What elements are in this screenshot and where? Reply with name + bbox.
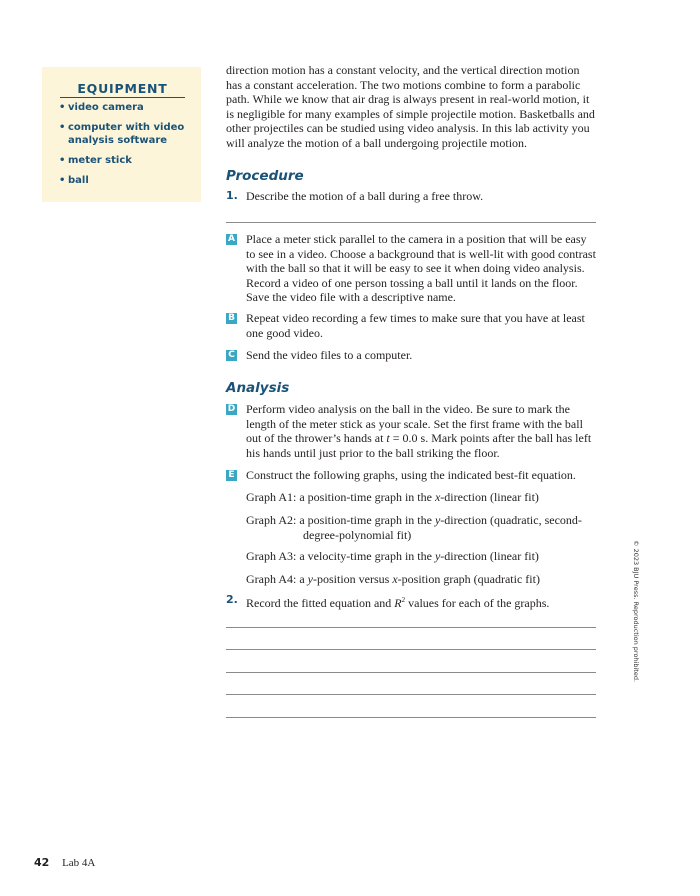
step-b — [226, 311, 598, 340]
page-number: 42 — [34, 856, 50, 869]
answer-line[interactable] — [226, 222, 596, 223]
step-c — [226, 348, 598, 363]
question-1 — [226, 189, 598, 204]
equipment-item: • video camera — [59, 101, 193, 114]
copyright-notice: © 2023 BJU Press. Reproduction prohibited. — [632, 540, 640, 683]
step-text: Construct the following graphs, using the indicated best-fit equation. — [246, 468, 576, 482]
question-text: Record the fitted equation and $R^2$ values for each of the graphs. — [246, 596, 550, 610]
step-e — [226, 468, 598, 483]
step-badge: B — [226, 313, 237, 324]
question-2 — [226, 593, 598, 608]
step-a — [226, 232, 598, 305]
step-text: Repeat video recording a few times to make sure that you have at least one good video. — [246, 311, 585, 340]
equipment-box — [42, 67, 201, 202]
procedure-heading: Procedure — [226, 168, 304, 184]
step-text: Perform video analysis on the ball in the video. Be sure to mark the length of the meter stick as your scale. Set the first frame with the ball out of the thrower’s hands at t = 0.0 s. Mark points after the ball has left his hands until just prior to the ball striking the floor. — [246, 402, 592, 460]
answer-line[interactable] — [226, 717, 596, 718]
page-footer — [34, 856, 95, 869]
analysis-heading: Analysis — [226, 380, 290, 396]
lab-label: Lab 4A — [62, 857, 96, 869]
equipment-item: • ball — [59, 174, 193, 187]
equipment-title: EQUIPMENT — [60, 81, 185, 98]
graph-a2: Graph A2: a position-time graph in the y-direction (quadratic, second-degree-polynomial fit) — [246, 513, 582, 542]
answer-line[interactable] — [226, 649, 596, 650]
step-badge: A — [226, 234, 237, 245]
equipment-item: • meter stick — [59, 154, 193, 167]
step-badge: D — [227, 404, 236, 414]
equipment-item: • computer with video analysis software — [59, 121, 193, 147]
equipment-list — [59, 101, 193, 194]
answer-line[interactable] — [226, 694, 596, 695]
step-badge: C — [226, 350, 237, 361]
step-text: Place a meter stick parallel to the camera in a position that will be easy to see in a video. Choose a background that is well-lit with good contrast with the ball so that it will be easy to see it when doing video analysis. Record a video of one person tossing a ball until it lands on the floor. Save the video file with a descriptive name. — [246, 232, 596, 304]
step-d — [226, 402, 598, 460]
step-badge: E — [226, 470, 237, 481]
graph-a3: Graph A3: a velocity-time graph in the y-direction (linear fit) — [246, 549, 539, 563]
question-number: 2. — [226, 593, 238, 606]
graph-a4: Graph A4: a y-position versus x-position graph (quadratic fit) — [246, 572, 540, 586]
intro-paragraph: direction motion has a constant velocity, and the vertical direction motion has a constant acceleration. The two motions combine to form a parabolic path. While we know that air drag is always present in real-world motion, it is negligible for many examples of simple projectile motion. Basketballs and other projectiles can be studied using video analysis. In this lab activity you will analyze the motion of a ball undergoing projectile motion. — [226, 63, 595, 150]
step-text: Send the video files to a computer. — [246, 348, 413, 362]
answer-line[interactable] — [226, 672, 596, 673]
question-text: Describe the motion of a ball during a free throw. — [246, 189, 484, 203]
intro-block — [226, 63, 598, 150]
question-number: 1. — [226, 189, 238, 202]
answer-line[interactable] — [226, 627, 596, 628]
graph-a1: Graph A1: a position-time graph in the x-direction (linear fit) — [246, 490, 539, 504]
